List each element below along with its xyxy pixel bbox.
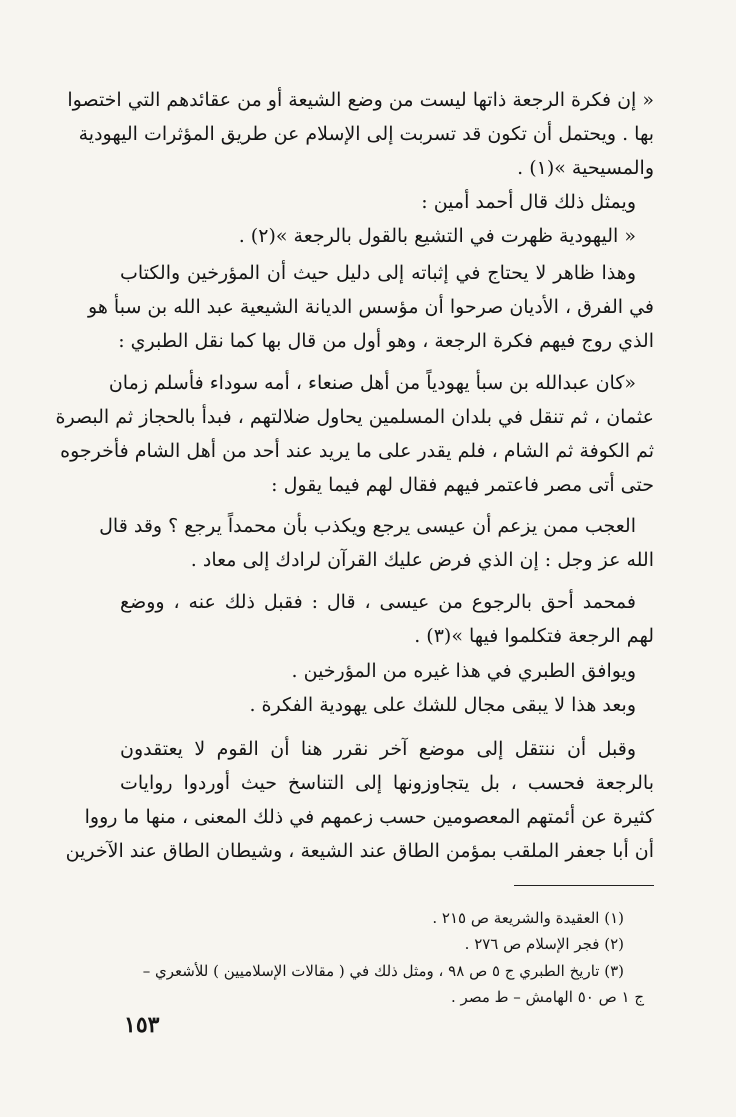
body-line-12: حتى أتى مصر فاعتمر فيهم فقال لهم فيما يقول : [271, 474, 654, 496]
body-line-20: بالرجعة فحسب ، بل يتجاوزونها إلى التناسخ حيث أوردوا روايات [120, 772, 654, 794]
body-line-8: الذي روج فيهم فكرة الرجعة ، وهو أول من قال بها كما نقل الطبري : [118, 330, 654, 352]
footnote-3-continuation: ج ١ ص ٥٠ الهامش – ط مصر . [451, 988, 644, 1006]
body-line-9: «كان عبدالله بن سبأ يهودياً من أهل صنعاء ، أمه سوداء فأسلم زمان [108, 372, 636, 394]
body-line-4: ويمثل ذلك قال أحمد أمين : [421, 191, 636, 213]
footnote-3: (٣) تاريخ الطبري ج ٥ ص ٩٨ ، ومثل ذلك في ( مقالات الإسلاميين ) للأشعري – [142, 962, 624, 980]
body-line-5: « اليهودية ظهرت في التشيع بالقول بالرجعة »(٢) . [238, 225, 636, 247]
body-line-18: وبعد هذا لا يبقى مجال للشك على يهودية الفكرة . [249, 694, 636, 716]
body-line-14: الله عز وجل : إن الذي فرض عليك القرآن لرادك إلى معاد . [190, 549, 654, 571]
body-line-21: كثيرة عن أئمتهم المعصومين حسب زعمهم في ذلك المعنى ، منها ما رووا [84, 806, 654, 828]
body-line-3: والمسيحية »(١) . [517, 157, 654, 179]
footnote-1: (١) العقيدة والشريعة ص ٢١٥ . [432, 909, 624, 927]
body-line-22: أن أبا جعفر الملقب بمؤمن الطاق عند الشيعة ، وشيطان الطاق عند الآخرين [65, 840, 654, 862]
body-line-17: ويوافق الطبري في هذا غيره من المؤرخين . [291, 660, 636, 682]
body-line-2: بها . ويحتمل أن تكون قد تسربت إلى الإسلام عن طريق المؤثرات اليهودية [78, 123, 654, 145]
body-line-16: لهم الرجعة فتكلموا فيها »(٣) . [414, 625, 654, 647]
page-number: ١٥٣ [124, 1012, 160, 1038]
body-line-10: عثمان ، ثم تنقل في بلدان المسلمين يحاول ضلالتهم ، فبدأ بالحجاز ثم البصرة [55, 406, 654, 428]
body-line-7: في الفرق ، الأديان صرحوا أن مؤسس الديانة الشيعية عبد الله بن سبأ هو [88, 296, 654, 318]
footnote-2: (٢) فجر الإسلام ص ٢٧٦ . [464, 935, 624, 953]
body-line-13: العجب ممن يزعم أن عيسى يرجع ويكذب بأن محمداً يرجع ؟ وقد قال [99, 515, 636, 537]
footnote-divider [514, 885, 654, 886]
body-line-19: وقبل أن ننتقل إلى موضع آخر نقرر هنا أن القوم لا يعتقدون [120, 738, 636, 760]
body-line-1: « إن فكرة الرجعة ذاتها ليست من وضع الشيعة أو من عقائدهم التي اختصوا [67, 89, 654, 111]
body-line-11: ثم الكوفة ثم الشام ، فلم يقدر على ما يريد عند أحد من أهل الشام فأخرجوه [60, 440, 654, 462]
body-line-6: وهذا ظاهر لا يحتاج في إثباته إلى دليل حيث أن المؤرخين والكتاب [120, 262, 636, 284]
body-line-15: فمحمد أحق بالرجوع من عيسى ، قال : فقبل ذلك عنه ، ووضع [120, 591, 636, 613]
